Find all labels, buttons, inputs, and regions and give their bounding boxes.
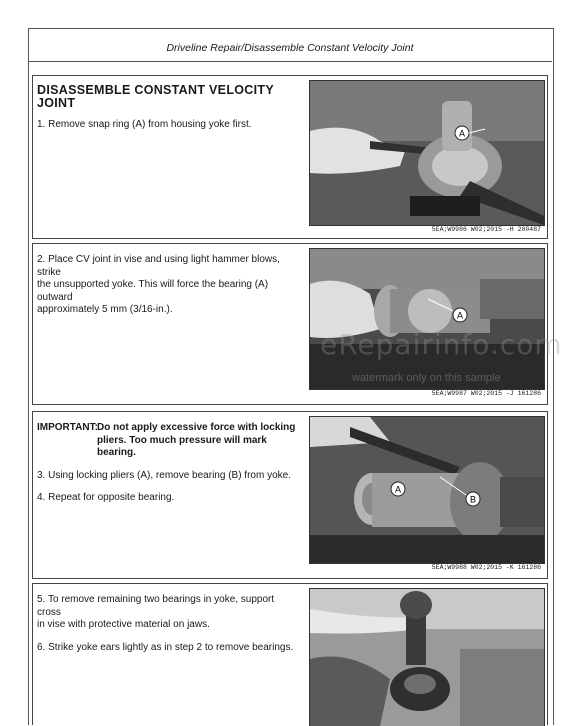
page-header-title: Driveline Repair/Disassemble Constant Velocity Joint	[166, 42, 414, 54]
photo-strike-yoke-ears	[309, 588, 545, 726]
header-divider	[28, 61, 552, 62]
step-5-line-2: in vise with protective material on jaws.	[37, 619, 210, 630]
watermark-subtitle: watermark only on this sample	[352, 372, 501, 384]
figure-caption: 5EA;W9987 W02;2015 -J 161286	[431, 390, 541, 397]
section-remaining-bearings	[32, 583, 548, 725]
section-text	[37, 422, 299, 505]
section-text	[37, 594, 299, 654]
step-1: 1. Remove snap ring (A) from housing yoke first.	[37, 119, 252, 130]
step-5-line-1: 5. To remove remaining two bearings in yoke, support cross	[37, 594, 275, 618]
step-2-line-2: the unsupported yoke. This will force the bearing (A) outward	[37, 279, 269, 303]
callout-b: B	[469, 494, 477, 505]
important-note	[37, 422, 299, 460]
callout-a: A	[456, 310, 464, 321]
step-2-line-1: 2. Place CV joint in vise and using light hammer blows, strike	[37, 254, 280, 278]
watermark: eRepairinfo.com	[320, 328, 563, 361]
figure-caption: 5EA;W9988 W02;2015 -K 161286	[431, 564, 541, 571]
important-label: IMPORTANT:	[37, 422, 98, 433]
step-3: 3. Using locking pliers (A), remove bearing (B) from yoke.	[37, 469, 291, 481]
section-important-pliers	[32, 411, 548, 579]
callout-a: A	[458, 128, 466, 139]
important-line-2: pliers. Too much pressure will mark	[97, 434, 267, 446]
callout-a: A	[394, 484, 402, 495]
section-disassemble-cv-joint	[32, 75, 548, 239]
section-title: DISASSEMBLE CONSTANT VELOCITY JOINT	[37, 83, 274, 110]
important-line-3: bearing.	[97, 447, 136, 458]
photo-strike-yoke	[309, 248, 545, 390]
step-4: 4. Repeat for opposite bearing.	[37, 492, 175, 503]
figure-caption: 5EA;W9986 W02;2015 -H 200487	[431, 226, 541, 233]
photo-remove-snap-ring	[309, 80, 545, 226]
section-text	[37, 254, 299, 317]
step-2-line-3: approximately 5 mm (3/16-in.).	[37, 304, 173, 315]
important-line-1: Do not apply excessive force with locking	[97, 422, 296, 433]
photo-locking-pliers	[309, 416, 545, 564]
section-text	[37, 76, 299, 132]
step-6: 6. Strike yoke ears lightly as in step 2 to remove bearings.	[37, 641, 294, 653]
